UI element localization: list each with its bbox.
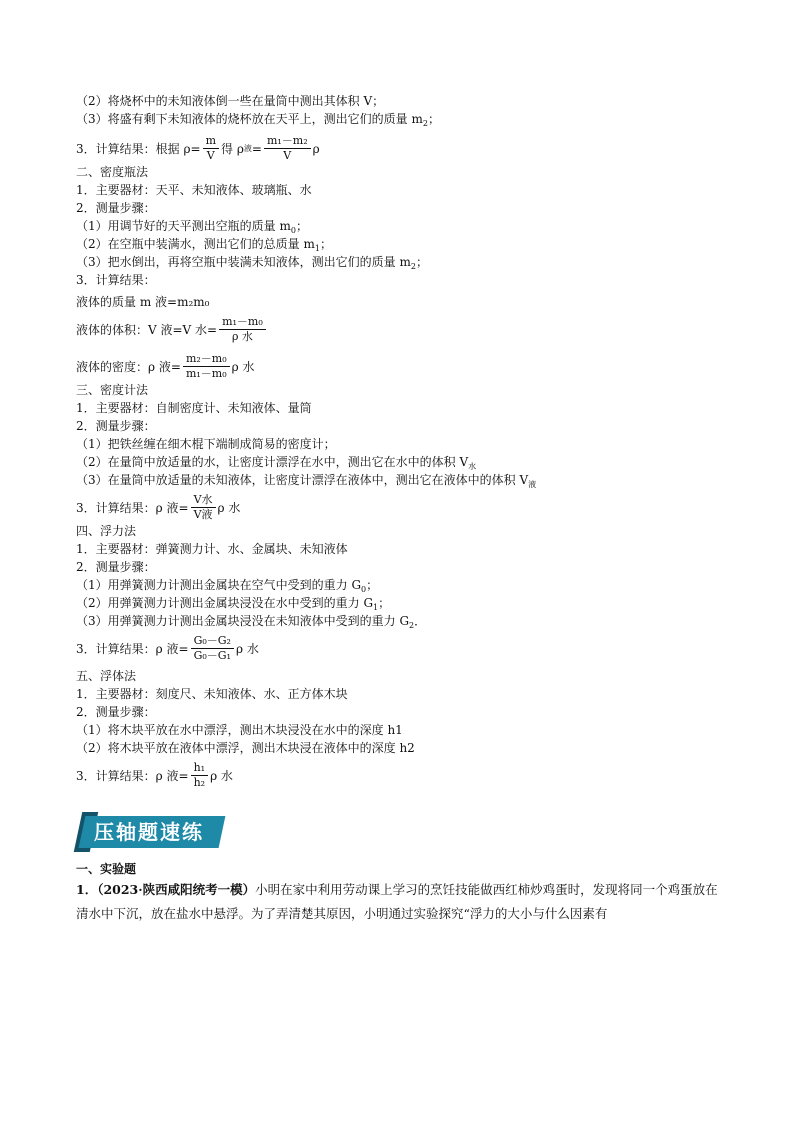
s1-step3: [76, 110, 726, 128]
s1-frac2-den: V: [283, 149, 292, 162]
s5-steps-label-text: 2．测量步骤：: [76, 705, 156, 719]
question-text: 小明在家中利用劳动课上学习的烹饪技能做西红柿炒鸡蛋时，发现将同一个鸡蛋放在清水中下沉，放在盐水中悬浮。为了弄清楚其原因，小明通过实验探究“浮力的大小与什么因素有: [76, 882, 718, 921]
s4-result-prefix: 3．计算结果：ρ 液=: [76, 641, 189, 656]
s4-step3: [76, 612, 726, 630]
s2-step3-sub: 2: [410, 262, 416, 271]
s5-result-end: ρ 水: [210, 768, 233, 783]
s2-equip: [76, 181, 726, 199]
s4-result-frac: [191, 634, 234, 663]
document-page: [76, 92, 726, 926]
s3-step3: [76, 471, 726, 489]
s1-result-frac1: [203, 134, 219, 163]
s1-result-end: ρ: [312, 141, 320, 156]
s2-density-num: m₂－m₀: [183, 352, 230, 367]
s2-step1: [76, 217, 726, 235]
s4-step1-sub: 0: [361, 585, 367, 594]
s3-steps-label: [76, 417, 726, 435]
question-number: 1．: [76, 882, 98, 897]
s1-result: [76, 134, 726, 163]
s3-steps-label-text: 2．测量步骤：: [76, 419, 156, 433]
s1-step3-sub: 2: [422, 119, 428, 128]
s3-step3-sub: 液: [528, 480, 537, 489]
s4-step3-text: （3）用弹簧测力计测出金属块浸没在未知液体中受到的重力 G: [76, 614, 410, 628]
s3-step1: [76, 435, 726, 453]
s5-equip-text: 1．主要器材：刻度尺、未知液体、水、正方体木块: [76, 687, 348, 701]
s4-result-end: ρ 水: [235, 641, 259, 656]
s5-heading-text: 五、浮体法: [76, 669, 137, 683]
s4-result-den: G₀－G₁: [193, 649, 231, 662]
s2-heading: [76, 163, 726, 181]
s4-step2-sub: 1: [373, 603, 379, 612]
s1-result-frac2: [264, 134, 311, 163]
s4-steps-label-text: 2．测量步骤：: [76, 560, 156, 574]
s1-step3-text: （3）将盛有剩下未知液体的烧杯放在天平上，测出它们的质量 m: [76, 112, 423, 126]
s1-frac1-den: V: [206, 149, 215, 162]
s5-result-den: h₂: [193, 776, 206, 789]
s1-result-eq: =: [251, 141, 262, 156]
s4-step1-text: （1）用弹簧测力计测出金属块在空气中受到的重力 G: [76, 578, 362, 592]
s2-result-label: [76, 271, 726, 289]
s2-equip-text: 1．主要器材：天平、未知液体、玻璃瓶、水: [76, 183, 312, 197]
s5-steps-label: [76, 703, 726, 721]
s3-equip-text: 1．主要器材：自制密度计、未知液体、量筒: [76, 401, 312, 415]
s2-step2: [76, 235, 726, 253]
s2-density-den: m₁－m₀: [185, 367, 227, 380]
s2-volume-prefix: 液体的体积：V 液=V 水=: [76, 322, 218, 337]
s4-step1-end: ；: [366, 578, 379, 592]
s4-step3-end: ．: [414, 614, 427, 628]
s2-volume: [76, 315, 726, 344]
exercise-heading-text: 一、实验题: [76, 862, 137, 876]
s5-step1-text: （1）将木块平放在水中漂浮，测出木块浸没在水中的深度 h1: [76, 723, 403, 737]
s4-heading-text: 四、浮力法: [76, 524, 137, 538]
s2-mass-line: [76, 293, 726, 311]
s4-equip: [76, 540, 726, 558]
s3-heading: [76, 381, 726, 399]
s4-step2: [76, 594, 726, 612]
s5-result: [76, 761, 726, 790]
s2-density: [76, 352, 726, 381]
exercise-heading: [76, 860, 726, 878]
s2-result-label-text: 3．计算结果：: [76, 273, 156, 287]
s3-result-prefix: 3．计算结果：ρ 液=: [76, 500, 189, 515]
s3-result: [76, 493, 726, 522]
s2-steps-label-text: 2．测量步骤：: [76, 201, 156, 215]
s2-mass-text: 液体的质量 m 液=m₂m₀: [76, 295, 210, 309]
exercise-question: [76, 878, 726, 926]
s2-step2-sub: 1: [314, 244, 320, 253]
question-source: （2023·陕西咸阳统考一模）: [97, 882, 256, 897]
s2-density-prefix: 液体的密度：ρ 液=: [76, 359, 181, 374]
s5-step2-text: （2）将木块平放在液体中漂浮，测出木块浸在液体中的深度 h2: [76, 741, 415, 755]
s3-result-den: V液: [193, 508, 213, 521]
s3-step2-text: （2）在量筒中放适量的水，让密度计漂浮在水中，测出它在水中的体积 V: [76, 455, 469, 469]
s1-step2: [76, 92, 726, 110]
s2-density-frac: [183, 352, 230, 381]
s5-step1: [76, 721, 726, 739]
s3-result-num: V水: [191, 493, 216, 508]
s1-result-mid-sub: 液: [243, 143, 252, 153]
s2-heading-text: 二、密度瓶法: [76, 165, 149, 179]
s4-step3-sub: 2: [409, 621, 415, 630]
s5-equip: [76, 685, 726, 703]
s2-volume-den: ρ 水: [231, 330, 253, 343]
s2-step2-text: （2）在空瓶中装满水，测出它们的总质量 m: [76, 237, 315, 251]
s1-result-prefix: 3．计算结果：根据 ρ=: [76, 141, 201, 156]
s4-steps-label: [76, 558, 726, 576]
s4-step2-end: ；: [378, 596, 391, 610]
section-banner: [76, 810, 226, 854]
s1-frac2-num: m₁－m₂: [264, 134, 311, 149]
s2-step1-text: （1）用调节好的天平测出空瓶的质量 m: [76, 219, 291, 233]
s2-step1-end: ；: [295, 219, 308, 233]
s5-result-num: h₁: [191, 761, 209, 776]
s5-heading: [76, 667, 726, 685]
s3-step3-text: （3）在量筒中放适量的未知液体，让密度计漂浮在液体中，测出它在液体中的体积 V: [76, 473, 529, 487]
s3-step1-text: （1）把铁丝缠在细木棍下端制成简易的密度计；: [76, 437, 336, 451]
s1-step3-end: ；: [427, 112, 440, 126]
s4-heading: [76, 522, 726, 540]
s3-result-end: ρ 水: [217, 500, 241, 515]
s2-steps-label: [76, 199, 726, 217]
s5-result-frac: [191, 761, 209, 790]
s1-step2-text: （2）将烧杯中的未知液体倒一些在量筒中测出其体积 V；: [76, 94, 385, 108]
s4-step2-text: （2）用弹簧测力计测出金属块浸没在水中受到的重力 G: [76, 596, 374, 610]
s2-step3: [76, 253, 726, 271]
banner-title: 压轴题速练: [94, 820, 204, 844]
s2-step1-sub: 0: [290, 226, 296, 235]
s3-heading-text: 三、密度计法: [76, 383, 149, 397]
s4-step1: [76, 576, 726, 594]
s2-step3-end: ；: [415, 255, 428, 269]
s4-result: [76, 634, 726, 663]
s2-step3-text: （3）把水倒出，再将空瓶中装满未知液体，测出它们的质量 m: [76, 255, 411, 269]
s1-frac1-num: m: [203, 134, 219, 149]
s2-density-end: ρ 水: [231, 359, 255, 374]
s3-step2: [76, 453, 726, 471]
s5-result-prefix: 3．计算结果：ρ 液=: [76, 768, 189, 783]
s3-result-frac: [191, 493, 216, 522]
s2-volume-num: m₁－m₀: [219, 315, 266, 330]
s3-step2-sub: 水: [468, 462, 477, 471]
s2-step2-end: ；: [319, 237, 332, 251]
s4-equip-text: 1．主要器材：弹簧测力计、水、金属块、未知液体: [76, 542, 348, 556]
s3-equip: [76, 399, 726, 417]
s1-result-mid: 得 ρ: [221, 141, 244, 156]
s5-step2: [76, 739, 726, 757]
s4-result-num: G₀－G₂: [191, 634, 234, 649]
s2-volume-frac: [219, 315, 266, 344]
